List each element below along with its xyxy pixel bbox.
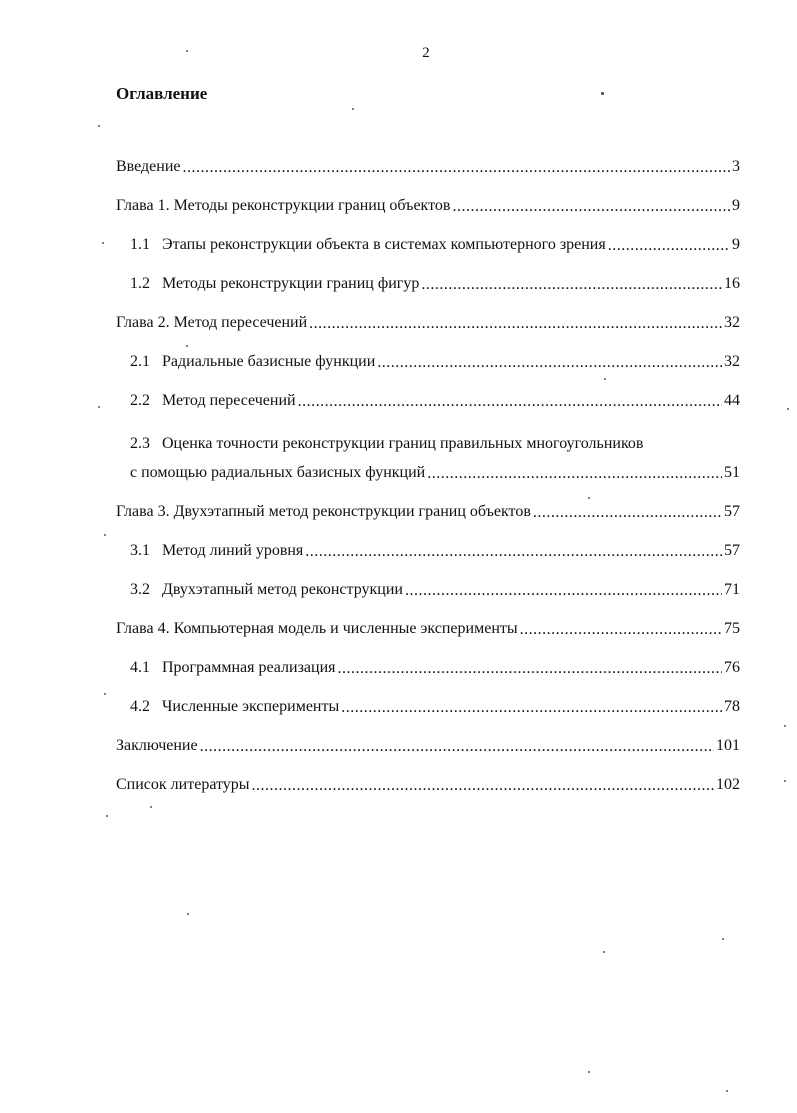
- dot-leader: [298, 393, 722, 409]
- scan-speck: [588, 497, 590, 499]
- toc-entry-page: 101: [716, 737, 740, 754]
- scan-speck: [150, 806, 152, 808]
- toc-entry-number: 2.3: [130, 435, 150, 452]
- toc-entry-page: 57: [724, 542, 740, 559]
- toc-entry-chapter-2[interactable]: [116, 314, 740, 340]
- dot-leader: [608, 237, 730, 253]
- toc-entry-title: Этапы реконструкции объекта в системах компьютерного зрения: [162, 236, 606, 253]
- dot-leader: [183, 159, 731, 175]
- scan-speck: [588, 1071, 590, 1073]
- dot-leader: [309, 315, 722, 331]
- dot-leader: [341, 699, 722, 715]
- toc-entry-page: 71: [724, 581, 740, 598]
- toc-entry-section-3-2[interactable]: [116, 581, 740, 607]
- scan-speck: [186, 345, 188, 347]
- scan-speck: [722, 938, 724, 940]
- toc-entry-page: 51: [724, 464, 740, 481]
- toc-entry-title: Глава 1. Методы реконструкции границ объектов: [116, 197, 451, 214]
- toc-entry-title: Введение: [116, 158, 181, 175]
- toc-entry-title: Метод пересечений: [162, 392, 296, 409]
- dot-leader: [377, 354, 722, 370]
- toc-entry-chapter-1[interactable]: [116, 197, 740, 223]
- toc-entry-number: 4.2: [130, 698, 150, 715]
- toc-entry-page: 16: [724, 275, 740, 292]
- toc-entry-title: Программная реализация: [162, 659, 336, 676]
- toc-entry-title: Двухэтапный метод реконструкции: [162, 581, 403, 598]
- toc-entry-page: 76: [724, 659, 740, 676]
- toc-entry-number: 3.1: [130, 542, 150, 559]
- toc-entry-section-4-1[interactable]: [116, 659, 740, 685]
- scan-speck: [106, 815, 108, 817]
- toc-entry-page: 75: [724, 620, 740, 637]
- dot-leader: [252, 777, 714, 793]
- toc-entry-title: Оценка точности реконструкции границ правильных многоугольников: [162, 435, 644, 452]
- toc-entry-title: Глава 3. Двухэтапный метод реконструкции границ объектов: [116, 503, 531, 520]
- toc-entry-number: 4.1: [130, 659, 150, 676]
- toc-entry-section-3-1[interactable]: [116, 542, 740, 568]
- toc-entry-title-continued: с помощью радиальных базисных функций: [130, 464, 426, 481]
- toc-entry-number: 1.2: [130, 275, 150, 292]
- scan-speck: [784, 725, 786, 727]
- toc-entry-section-4-2[interactable]: [116, 698, 740, 724]
- scan-speck: [98, 406, 100, 408]
- toc-entry-title: Заключение: [116, 737, 198, 754]
- toc-entry-title: Методы реконструкции границ фигур: [162, 275, 420, 292]
- scan-speck: [104, 693, 106, 695]
- scan-speck: [601, 92, 604, 95]
- toc-entry-page: 78: [724, 698, 740, 715]
- toc-entry-number: 1.1: [130, 236, 150, 253]
- toc-entry-title: Метод линий уровня: [162, 542, 304, 559]
- dot-leader: [200, 738, 714, 754]
- toc-entry-chapter-3[interactable]: [116, 503, 740, 529]
- dot-leader: [405, 582, 722, 598]
- toc-entry-page: 3: [732, 158, 740, 175]
- scan-speck: [352, 108, 354, 110]
- scan-speck: [726, 1090, 728, 1092]
- dot-leader: [421, 276, 722, 292]
- toc-entry-section-1-2[interactable]: [116, 275, 740, 301]
- scan-speck: [98, 125, 100, 127]
- toc-heading: Оглавление: [116, 84, 208, 103]
- scan-speck: [187, 913, 189, 915]
- dot-leader: [452, 198, 730, 214]
- toc-entry-title: Глава 4. Компьютерная модель и численные эксперименты: [116, 620, 518, 637]
- table-of-contents: [116, 158, 740, 815]
- scan-speck: [186, 50, 188, 52]
- toc-entry-number: 2.1: [130, 353, 150, 370]
- toc-entry-page: 32: [724, 353, 740, 370]
- toc-entry-title: Список литературы: [116, 776, 250, 793]
- scan-speck: [603, 951, 605, 953]
- toc-entry-references[interactable]: [116, 776, 740, 802]
- toc-entry-section-1-1[interactable]: [116, 236, 740, 262]
- dot-leader: [427, 465, 722, 481]
- dot-leader: [337, 660, 722, 676]
- toc-entry-page: 9: [732, 197, 740, 214]
- toc-entry-intro[interactable]: [116, 158, 740, 184]
- scan-speck: [787, 408, 789, 410]
- toc-entry-number: 3.2: [130, 581, 150, 598]
- scan-speck: [104, 534, 106, 536]
- scan-speck: [784, 780, 786, 782]
- dot-leader: [305, 543, 722, 559]
- toc-entry-section-2-1[interactable]: [116, 353, 740, 379]
- toc-entry-number: 2.2: [130, 392, 150, 409]
- dot-leader: [520, 621, 722, 637]
- toc-entry-conclusion[interactable]: [116, 737, 740, 763]
- toc-entry-page: 102: [716, 776, 740, 793]
- toc-entry-section-2-3[interactable]: [116, 431, 740, 490]
- toc-entry-chapter-4[interactable]: [116, 620, 740, 646]
- toc-entry-page: 9: [732, 236, 740, 253]
- dot-leader: [533, 504, 722, 520]
- scan-speck: [102, 242, 104, 244]
- toc-entry-title: Радиальные базисные функции: [162, 353, 376, 370]
- toc-entry-title: Глава 2. Метод пересечений: [116, 314, 308, 331]
- page-number: 2: [422, 45, 430, 61]
- toc-entry-section-2-2[interactable]: [116, 392, 740, 418]
- toc-entry-page: 57: [724, 503, 740, 520]
- scan-speck: [604, 378, 606, 380]
- toc-entry-page: 44: [724, 392, 740, 409]
- toc-entry-title: Численные эксперименты: [162, 698, 340, 715]
- toc-entry-page: 32: [724, 314, 740, 331]
